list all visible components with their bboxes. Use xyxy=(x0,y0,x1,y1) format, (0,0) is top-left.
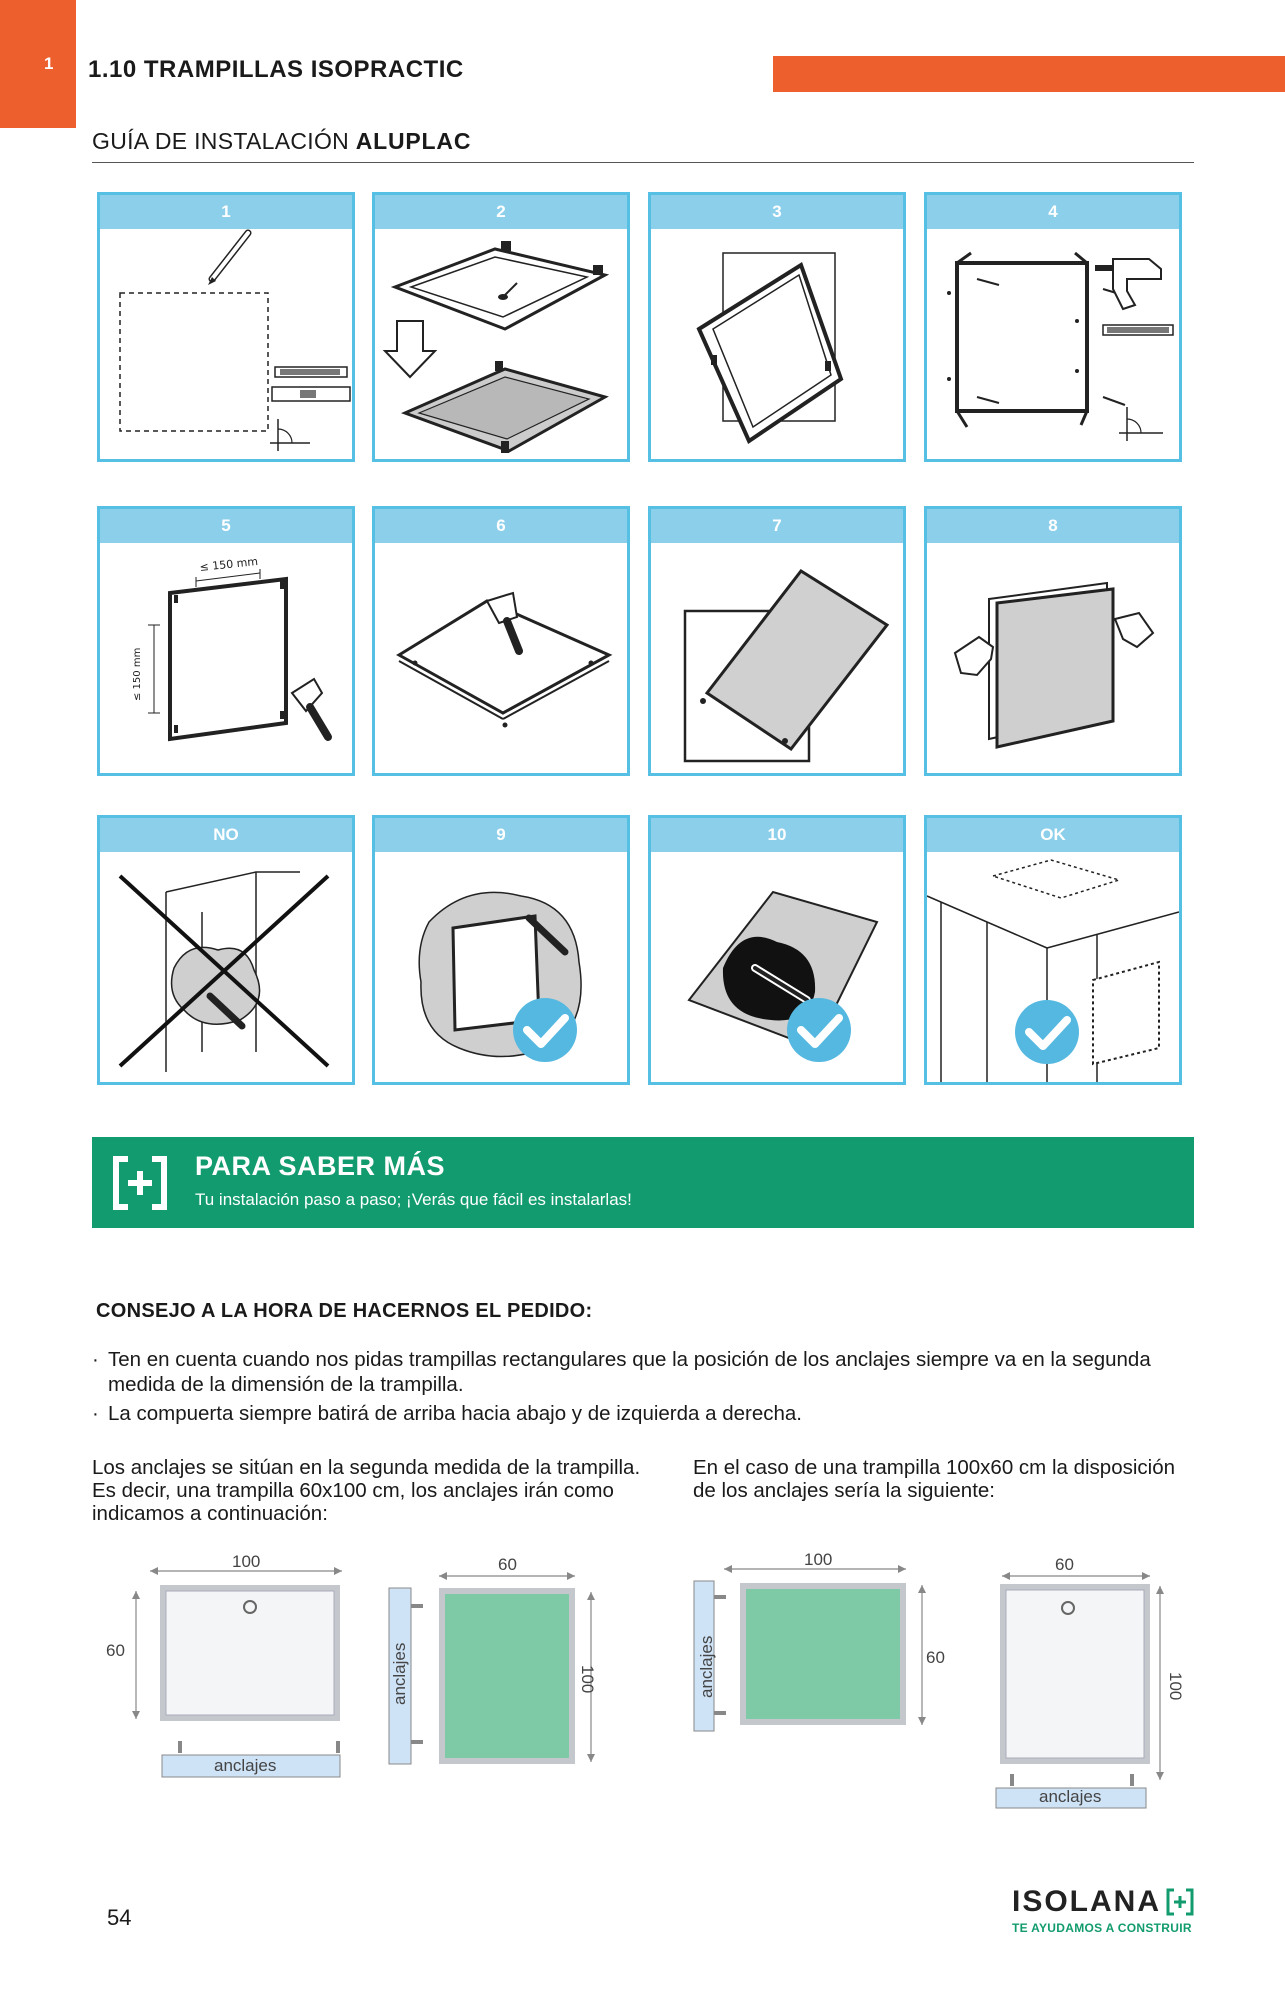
step-illustration-wrong-method xyxy=(100,852,352,1082)
dim-60-label: 60 xyxy=(498,1555,517,1574)
header-rule xyxy=(92,162,1194,163)
diagram-white-door-horizontal xyxy=(100,1545,360,1785)
dim-100-label: 100 xyxy=(232,1552,261,1571)
step-label: 4 xyxy=(927,195,1179,229)
step-illustration-apply-glue xyxy=(375,543,627,773)
dim-60-label: 60 xyxy=(926,1648,945,1667)
step-panel-1 xyxy=(97,192,355,462)
step-illustration-screw-anchors xyxy=(927,229,1179,459)
step-panel-ok xyxy=(924,815,1182,1085)
advice-bullet: · Ten en cuenta cuando nos pidas trampillas rectangulares que la posición de los anclajes siempre va en la segunda medida de la dimensión de la trampilla. xyxy=(92,1347,1192,1397)
dim-100-label: 100 xyxy=(804,1550,833,1569)
anclajes-label: anclajes xyxy=(1039,1787,1102,1806)
step-panel-6 xyxy=(372,506,630,776)
step-label: 9 xyxy=(375,818,627,852)
dim-100-label: 100 xyxy=(1166,1672,1185,1701)
diagram-white-door-vertical xyxy=(990,1548,1190,1810)
page-title: 1.10 TRAMPILLAS ISOPRACTIC xyxy=(88,56,464,83)
step-panel-8 xyxy=(924,506,1182,776)
step-label: 3 xyxy=(651,195,903,229)
step-label: 10 xyxy=(651,818,903,852)
banner-title: PARA SABER MÁS xyxy=(195,1151,446,1181)
chapter-tab xyxy=(0,0,76,128)
step-label: 7 xyxy=(651,509,903,543)
plus-bracket-icon xyxy=(112,1155,168,1211)
anclajes-label: anclajes xyxy=(697,1635,716,1698)
step-illustration-installed xyxy=(927,852,1179,1082)
brand-plus-icon xyxy=(1166,1888,1194,1916)
header-accent-bar xyxy=(773,56,1285,92)
step-label: 1 xyxy=(100,195,352,229)
step-panel-3 xyxy=(648,192,906,462)
step-illustration-glue-back xyxy=(651,852,903,1082)
left-explanation: Los anclajes se sitúan en la segunda medida de la trampilla. Es decir, una trampilla 60x100 cm, los anclajes irán como indicamos a continuación: xyxy=(92,1456,641,1525)
page-number: 54 xyxy=(107,1905,132,1930)
step-label: NO xyxy=(100,818,352,852)
dim-100-label: 100 xyxy=(578,1665,597,1694)
anclajes-label: anclajes xyxy=(214,1756,277,1775)
info-banner[interactable] xyxy=(92,1137,1194,1228)
subtitle-strong: ALUPLAC xyxy=(355,128,472,154)
brand-tagline: TE AYUDAMOS A CONSTRUIR xyxy=(1012,1921,1192,1935)
anclajes-label: anclajes xyxy=(390,1642,409,1705)
banner-subtitle: Tu instalación paso a paso; ¡Verás que fácil es instalarlas! xyxy=(195,1190,632,1209)
dim-label-vertical: ≤ 150 mm xyxy=(132,647,143,701)
step-panel-2 xyxy=(372,192,630,462)
step-panel-7 xyxy=(648,506,906,776)
step-label: 8 xyxy=(927,509,1179,543)
advice-list xyxy=(92,1347,1192,1430)
step-illustration-glue-edges xyxy=(375,852,627,1082)
step-illustration-insert-frame xyxy=(651,229,903,459)
advice-heading: CONSEJO A LA HORA DE HACERNOS EL PEDIDO: xyxy=(96,1300,593,1322)
step-panel-4 xyxy=(924,192,1182,462)
diagram-green-door-horizontal xyxy=(690,1545,960,1745)
step-panel-no xyxy=(97,815,355,1085)
dim-60-label: 60 xyxy=(1055,1555,1074,1574)
step-label: OK xyxy=(927,818,1179,852)
step-illustration-measure-anchors xyxy=(100,543,352,773)
advice-bullet: · La compuerta siempre batirá de arriba hacia abajo y de izquierda a derecha. xyxy=(92,1401,1192,1426)
dim-label-horizontal: ≤ 150 mm xyxy=(198,554,259,574)
right-explanation: En el caso de una trampilla 100x60 cm la disposición de los anclajes sería la siguiente: xyxy=(693,1456,1176,1502)
step-label: 2 xyxy=(375,195,627,229)
chapter-number: 1 xyxy=(44,54,54,73)
step-illustration-place-panel xyxy=(651,543,903,773)
section-subtitle xyxy=(92,128,471,155)
dim-60-label: 60 xyxy=(106,1641,125,1660)
step-panel-9 xyxy=(372,815,630,1085)
step-illustration-press-panel xyxy=(927,543,1179,773)
brand-logo: ISOLANA xyxy=(1012,1885,1161,1918)
step-label: 5 xyxy=(100,509,352,543)
step-illustration-frame-assembly xyxy=(375,229,627,459)
step-panel-10 xyxy=(648,815,906,1085)
subtitle-prefix: GUÍA DE INSTALACIÓN xyxy=(92,128,356,154)
step-panel-5 xyxy=(97,506,355,776)
step-illustration-mark-outline xyxy=(100,229,352,459)
step-label: 6 xyxy=(375,509,627,543)
